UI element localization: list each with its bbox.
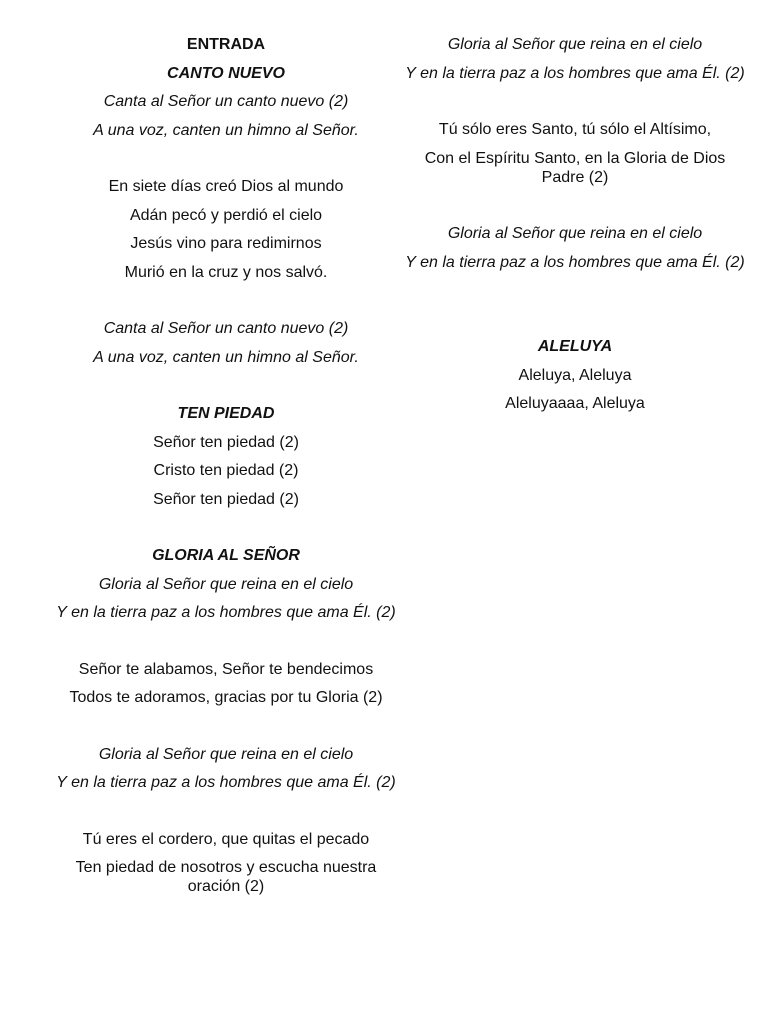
lyric-line: Con el Espíritu Santo, en la Gloria de Dios Padre (2)	[424, 149, 726, 186]
lyric-line: Y en la tierra paz a los hombres que ama Él. (2)	[405, 253, 745, 271]
lyric-line: A una voz, canten un himno al Señor.	[93, 348, 359, 366]
stanza-gap	[52, 291, 400, 319]
stanza-gap	[405, 92, 745, 120]
section-heading: ENTRADA	[186, 36, 266, 53]
lyric-line: Murió en la cruz y nos salvó.	[124, 263, 328, 281]
stanza-gap	[405, 309, 745, 337]
lyric-line: Gloria al Señor que reina en el cielo	[447, 36, 703, 53]
lyric-line: Y en la tierra paz a los hombres que ama Él. (2)	[405, 64, 745, 82]
section-heading: GLORIA AL SEÑOR	[152, 547, 300, 564]
lyric-line: Canta al Señor un canto nuevo (2)	[103, 93, 349, 110]
lyric-line: Canta al Señor un canto nuevo (2)	[103, 320, 349, 337]
lyric-line: Y en la tierra paz a los hombres que ama Él. (2)	[56, 774, 396, 791]
lyric-line: Y en la tierra paz a los hombres que ama Él. (2)	[56, 604, 396, 621]
lyric-line: Tú sólo eres Santo, tú sólo el Altísimo,	[438, 121, 712, 138]
lyric-line: Señor te alabamos, Señor te bendecimos	[78, 660, 374, 678]
lyric-line: Gloria al Señor que reina en el cielo	[98, 745, 354, 763]
stanza-gap	[52, 376, 400, 404]
lyric-line: Gloria al Señor que reina en el cielo	[447, 225, 703, 242]
lyric-line: En siete días creó Dios al mundo	[108, 178, 344, 195]
stanza-gap	[405, 281, 745, 309]
stanza-gap	[52, 717, 400, 745]
lyric-line: Jesús vino para redimirnos	[130, 235, 322, 252]
lyric-line: A una voz, canten un himno al Señor.	[93, 121, 359, 139]
lyric-line: Adán pecó y perdió el cielo	[129, 206, 323, 224]
section-heading: CANTO NUEVO	[167, 64, 285, 82]
stanza-gap	[405, 196, 745, 224]
lyrics-column-right	[405, 35, 745, 423]
lyric-line: Gloria al Señor que reina en el cielo	[98, 575, 354, 593]
section-heading: TEN PIEDAD	[177, 405, 275, 422]
lyric-line: Aleluya, Aleluya	[518, 366, 632, 384]
lyric-line: Señor ten piedad (2)	[153, 433, 299, 451]
stanza-gap	[52, 802, 400, 830]
lyric-line: Aleluyaaaa, Aleluya	[505, 395, 645, 412]
lyrics-column-left	[52, 35, 400, 906]
lyric-line: Tú eres el cordero, que quitas el pecado	[82, 830, 370, 848]
stanza-gap	[52, 632, 400, 660]
section-heading: ALELUYA	[537, 338, 613, 355]
lyric-line: Cristo ten piedad (2)	[153, 462, 299, 479]
stanza-gap	[52, 518, 400, 546]
stanza-gap	[52, 149, 400, 177]
lyric-line: Ten piedad de nosotros y escucha nuestra oración (2)	[75, 859, 377, 895]
lyric-line: Todos te adoramos, gracias por tu Gloria (2)	[69, 689, 383, 706]
lyric-line: Señor ten piedad (2)	[153, 490, 299, 508]
